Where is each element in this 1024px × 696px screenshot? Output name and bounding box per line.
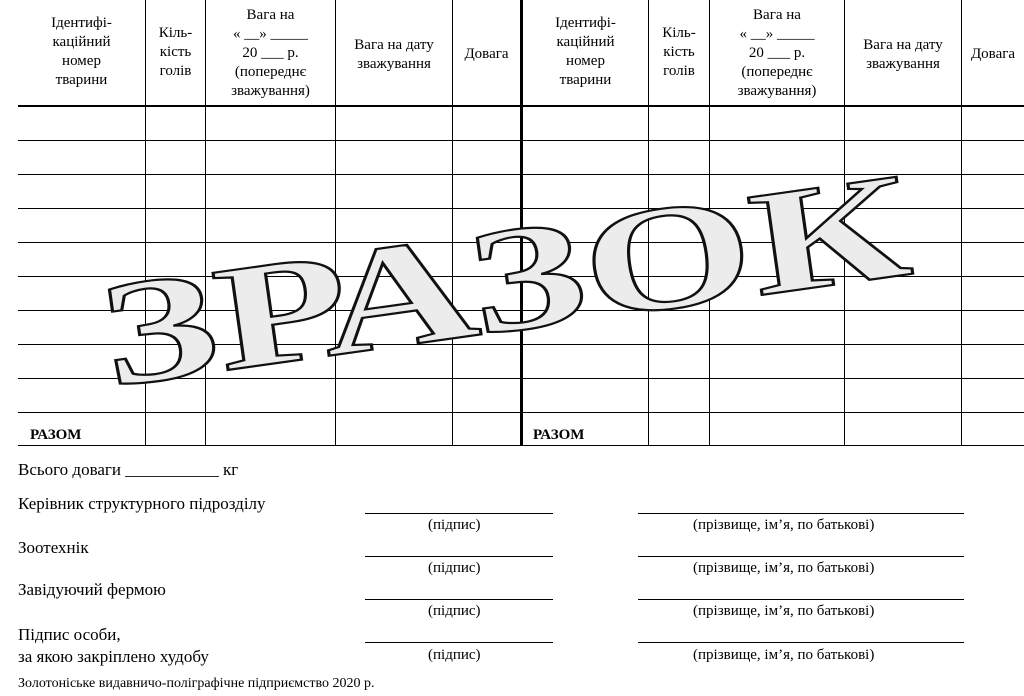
signature-caption: (підпис): [428, 560, 481, 576]
header-head-count: Кіль- кість голів: [662, 25, 696, 79]
signature-caption: (підпис): [428, 603, 481, 619]
signature-line: [365, 513, 553, 514]
name-line: [638, 599, 964, 600]
role-label: Зоотехнік: [18, 538, 89, 557]
total-row-label: РАЗОМ: [533, 427, 585, 443]
header-gain: Довага: [970, 46, 1016, 62]
header-previous-weight: Вага на « __» _____ 20 ___ р. (попереднє зважування): [231, 7, 310, 99]
name-line: [638, 556, 964, 557]
name-line: [638, 642, 964, 643]
role-label: Завідуючий фермою: [18, 580, 166, 599]
name-caption: (прізвище, ім’я, по батькові): [693, 560, 875, 576]
header-id-number: Ідентифі- каційний номер тварини: [51, 15, 112, 88]
header-gain: Довага: [464, 46, 509, 62]
signature-line: [365, 642, 553, 643]
name-line: [638, 513, 964, 514]
publisher-imprint: Золотоніське видавничо-поліграфічне підприємство 2020 р.: [18, 676, 375, 691]
total-gain-line: Всього доваги ___________ кг: [18, 460, 239, 479]
header-previous-weight: Вага на « __» _____ 20 ___ р. (попереднє зважування): [737, 7, 817, 99]
header-weight-on-date: Вага на дату зважування: [354, 37, 434, 72]
name-caption: (прізвище, ім’я, по батькові): [693, 603, 875, 619]
signature-caption: (підпис): [428, 517, 481, 533]
name-caption: (прізвище, ім’я, по батькові): [693, 517, 875, 533]
signature-line: [365, 599, 553, 600]
name-caption: (прізвище, ім’я, по батькові): [693, 647, 875, 663]
header-id-number: Ідентифі- каційний номер тварини: [555, 15, 616, 88]
watermark-text: ЗРАЗОК: [90, 142, 920, 420]
role-label-line2: за якою закріплено худобу: [18, 647, 209, 666]
role-label: Керівник структурного підрозділу: [18, 494, 266, 513]
signature-line: [365, 556, 553, 557]
signature-caption: (підпис): [428, 647, 481, 663]
header-head-count: Кіль- кість голів: [158, 25, 193, 79]
role-label-line1: Підпис особи,: [18, 625, 121, 644]
header-weight-on-date: Вага на дату зважування: [863, 37, 943, 72]
total-row-label: РАЗОМ: [30, 427, 82, 443]
